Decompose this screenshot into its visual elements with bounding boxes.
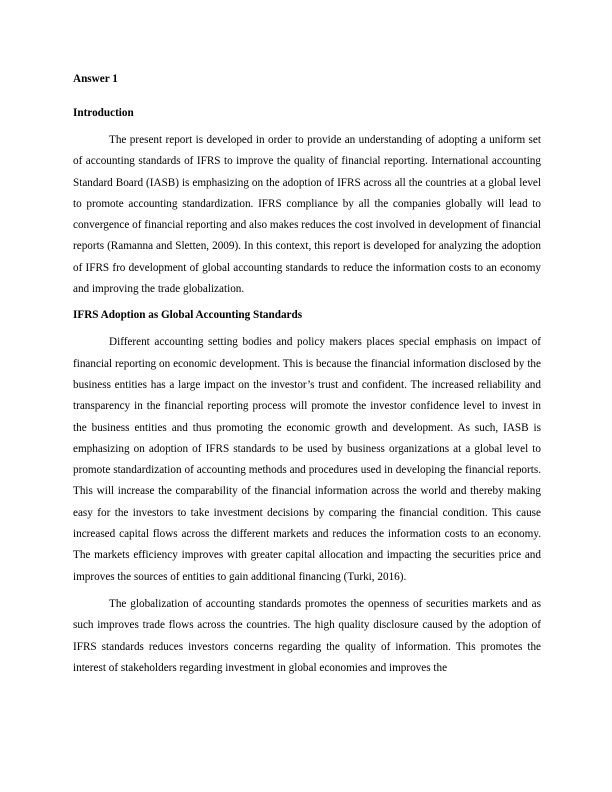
section-heading-ifrs-adoption: IFRS Adoption as Global Accounting Standards	[73, 309, 303, 322]
ifrs-adoption-paragraph-1: Different accounting setting bodies and policy makers places special emphasis on impact of financial reporting on economic development. This is because the financial information disclosed by the business entities has a large impact on the investor’s trust and confident. The increased reliability and transparency in the financial reporting process will promote the investor confidence level to invest in the business entities and thus promoting the economic growth and development. As such, IASB is emphasizing on adoption of IFRS standards to be used by business organizations at a global level to promote standardization of accounting methods and procedures used in developing the financial reports. This will increase the comparability of the financial information across the world and thereby making easy for the investors to take investment decisions by comparing the financial condition. This cause increased capital flows across the different markets and reduces the information costs to an economy. The markets efficiency improves with greater capital allocation and impacting the securities price and improves the sources of entities to gain additional financing (Turki, 2016).	[73, 336, 541, 583]
section-heading-introduction: Introduction	[73, 107, 134, 119]
answer-heading: Answer 1	[73, 73, 118, 85]
ifrs-adoption-paragraph-2: The globalization of accounting standards promotes the openness of securities markets and as such improves trade flows across the countries. The high quality disclosure caused by the adoption of IFRS standards reduces investors concerns regarding the quality of information. This promotes the interest of stakeholders regarding investment in global economies and improves the	[73, 597, 541, 674]
document-page	[73, 70, 541, 679]
introduction-paragraph: The present report is developed in order to provide an understanding of adopting a uniform set of accounting standards of IFRS to improve the quality of financial reporting. International accounting Standard Board (IASB) is emphasizing on the adoption of IFRS across all the countries at a global level to promote accounting standardization. IFRS compliance by all the companies globally will lead to convergence of financial reporting and also makes reduces the cost involved in development of financial reports (Ramanna and Sletten, 2009). In this context, this report is developed for analyzing the adoption of IFRS fro development of global accounting standards to reduce the information costs to an economy and improving the trade globalization.	[73, 134, 541, 296]
